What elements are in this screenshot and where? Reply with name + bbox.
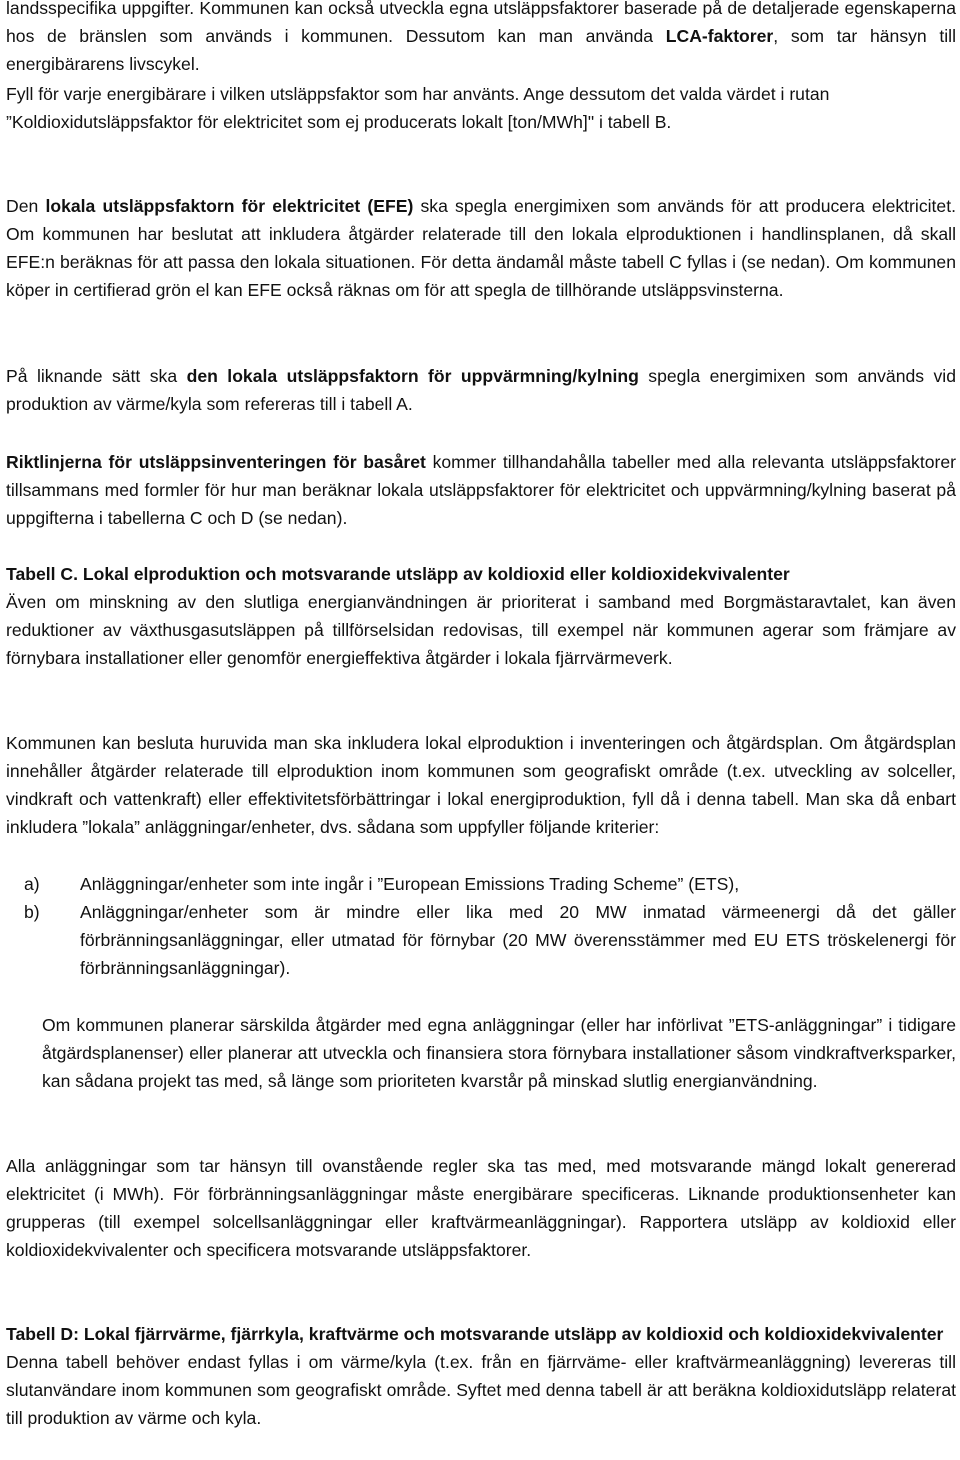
- lca-term: LCA-faktorer: [665, 26, 774, 47]
- paragraph-own-facilities: Om kommunen planerar särskilda åtgärder med egna anläggningar (eller har införlivat ”ETS-anläggningar” i tidigare åtgärdsplanenser) eller planerar att utveckla och finansiera stora förnybara installationer såsom vindkraftverksparker, kan sådana projekt tas med, så länge som prioriteten kvarstår på minskad slutlig energianvändning.: [42, 1015, 956, 1092]
- heating-cooling-term: den lokala utsläppsfaktorn för uppvärmning/kylning: [186, 366, 639, 386]
- tabell-c-heading: Tabell C. Lokal elproduktion och motsvarande utsläpp av koldioxid eller koldioxidekvivalenter: [6, 564, 790, 584]
- paragraph-heating-cooling-factor: På liknande sätt ska den lokala utsläppsfaktorn för uppvärmning/kylning spegla energimixen som används vid produktion av värme/kyla som refereras till i tabell A.: [6, 366, 956, 415]
- list-marker: b): [24, 902, 40, 922]
- paragraph-lca-factors: landsspecifika uppgifter. Kommunen kan också utveckla egna utsläppsfaktorer baserade på de detaljerade egenskaperna hos de bränslen som används i kommunen. Dessutom kan man använda LCA-faktorer, som tar hänsyn till energibärarens livscykel.: [6, 0, 956, 75]
- paragraph-local-electricity-production: Kommunen kan besluta huruvida man ska inkludera lokal elproduktion i inventeringen och åtgärdsplan. Om åtgärdsplan innehåller åtgärder relaterade till elproduktion inom kommunen som geografiskt område (t.ex. utveckling av solceller, vindkraft och vattenkraft) eller effektivitetsförbättringar i lokal energiproduktion, fyll då i denna tabell. Man ska då enbart inkludera ”lokala” anläggningar/enheter, dvs. sådana som uppfyller följande kriterier:: [6, 733, 956, 838]
- section-tabell-d: [6, 1320, 956, 1432]
- list-marker: a): [24, 874, 40, 894]
- list-text: Anläggningar/enheter som är mindre eller lika med 20 MW inmatad värmeenergi då det gäller förbränningsanläggningar, eller utmatad för förnybar (20 MW överensstämmer med EU ETS tröskelenergi för förbränningsanläggningar).: [80, 902, 956, 979]
- paragraph-emission-factor-instructions: Fyll för varje energibärare i vilken utsläppsfaktor som har använts. Ange dessutom det valda värdet i rutan ”Koldioxidutsläppsfaktor för elektricitet som ej producerats lokalt [ton/MWh]" i tabell B.: [6, 84, 830, 133]
- efe-term: lokala utsläppsfaktorn för elektricitet (EFE): [45, 196, 414, 216]
- tabell-d-body: Denna tabell behöver endast fyllas i om värme/kyla (t.ex. från en fjärrväme- eller kraftvärmeanläggning) levereras till slutanvändare inom kommunen som geografiskt område. Syftet med denna tabell är att beräkna koldioxidutsläpp relaterat till produktion av värme och kyla.: [6, 1352, 956, 1429]
- section-tabell-c: [6, 560, 956, 672]
- paragraph-all-facilities: Alla anläggningar som tar hänsyn till ovanstående regler ska tas med, med motsvarande mängd lokalt genererad elektricitet (i MWh). För förbränningsanläggningar måste energibärare specificeras. Liknande produktionsenheter kan grupperas (till exempel solcellsanläggningar eller kraftvärmeanläggningar). Rapportera utsläpp av koldioxid eller koldioxidekvivalenter och specificera motsvarande utsläppsfaktorer.: [6, 1156, 956, 1261]
- guidelines-term: Riktlinjerna för utsläppsinventeringen för basåret: [6, 452, 426, 472]
- paragraph-local-electricity-factor: Den lokala utsläppsfaktorn för elektricitet (EFE) ska spegla energimixen som används för att producera elektricitet. Om kommunen har beslutat att inkludera åtgärder relaterade till den lokala elproduktionen i handlinsplanen, då skall EFE:n beräknas för att passa den lokala situationen. För detta ändamål måste tabell C fyllas i (se nedan). Om kommunen köper in certifierad grön el kan EFE också räknas om för att spegla de tillhörande utsläppsvinsterna.: [6, 196, 956, 301]
- list-text: Anläggningar/enheter som inte ingår i ”European Emissions Trading Scheme” (ETS),: [80, 874, 740, 894]
- paragraph-baseline-guidelines: Riktlinjerna för utsläppsinventeringen för basåret kommer tillhandahålla tabeller med alla relevanta utsläppsfaktorer tillsammans med formler för hur man beräknar lokala utsläppsfaktorer för elektricitet och uppvärmning/kylning baserat på uppgifterna i tabellerna C och D (se nedan).: [6, 452, 956, 529]
- tabell-c-body: Även om minskning av den slutliga energianvändningen är prioriterat i samband med Borgmästaravtalet, kan även reduktioner av växthusgasutsläppen på tillförselsidan redovisas, till exempel när kommunen agerar som främjare av förnybara installationer eller genomför energieffektiva åtgärder i lokala fjärrvärmeverk.: [6, 592, 956, 669]
- tabell-d-heading: Tabell D: Lokal fjärrvärme, fjärrkyla, kraftvärme och motsvarande utsläpp av koldioxid och koldioxidekvivalenter: [6, 1324, 944, 1344]
